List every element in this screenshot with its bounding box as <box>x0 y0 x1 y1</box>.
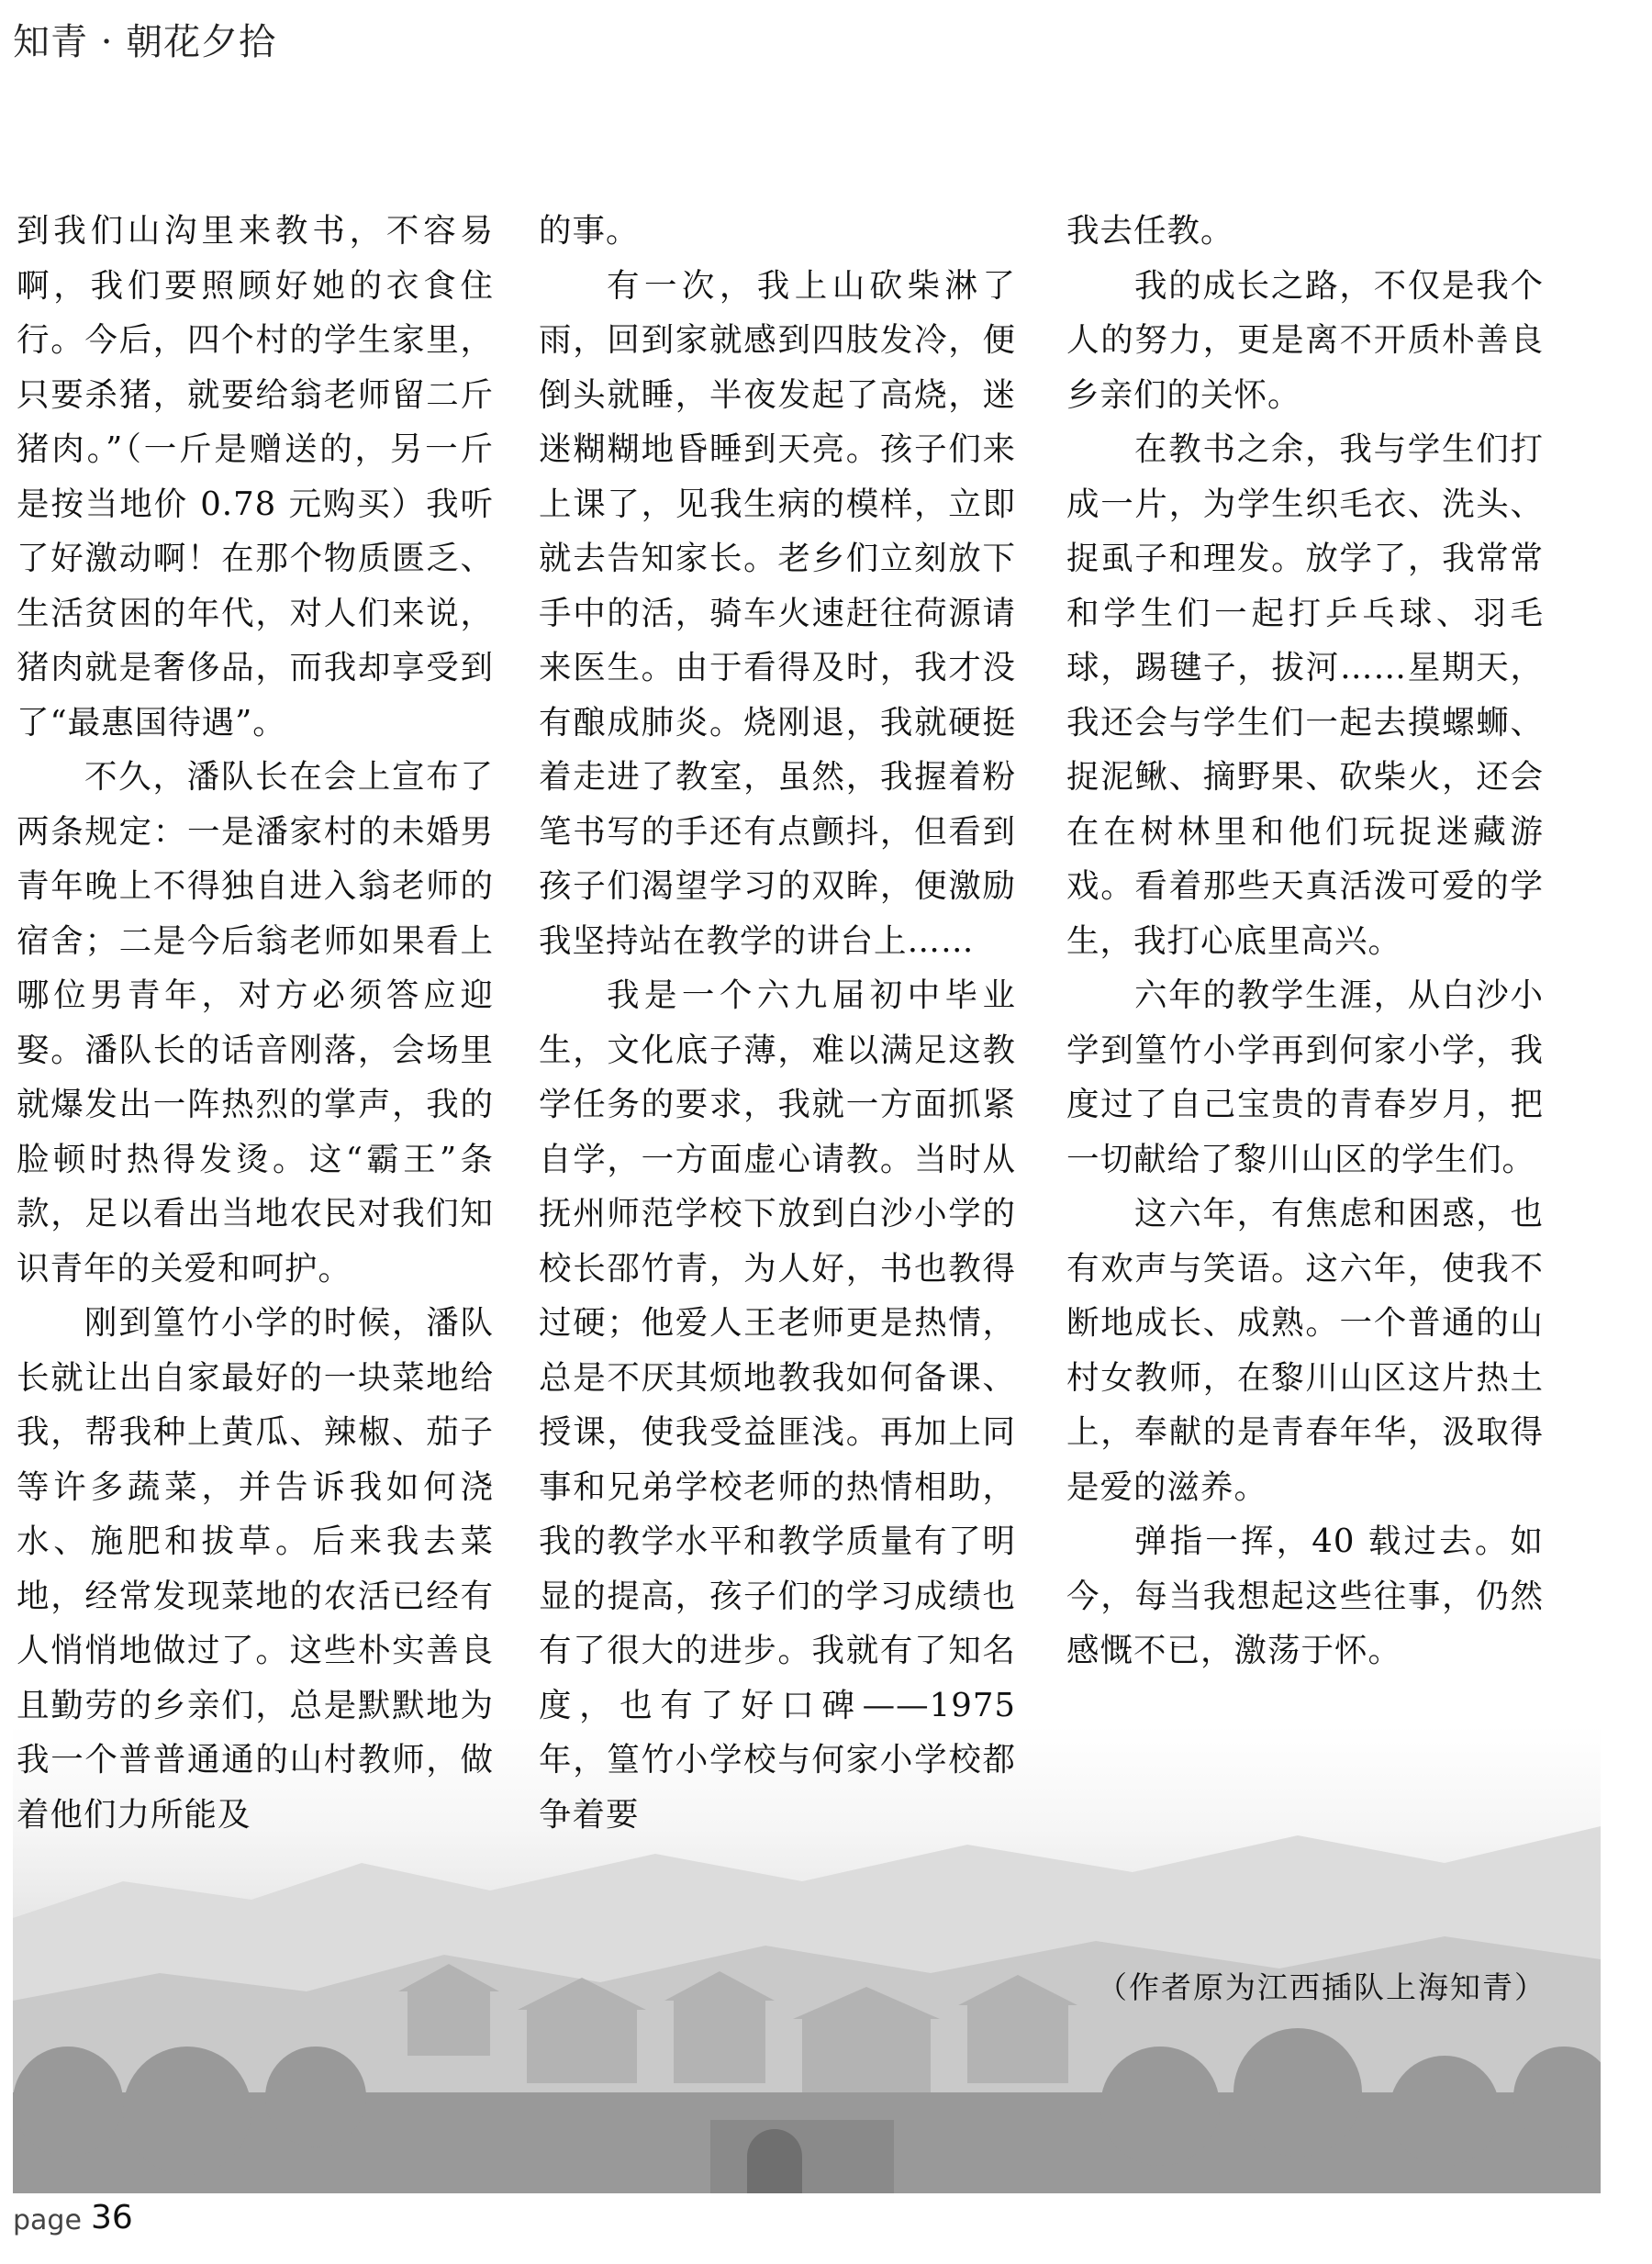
paragraph: 我是一个六九届初中毕业生，文化底子薄，难以满足这教学任务的要求，我就一方面抓紧自学，一方面虚心请教。当时从抚州师范学校下放到白沙小学的校长邵竹青，为人好，书也教得过硬；他爱人王老师更是热情，总是不厌其烦地教我如何备课、授课，使我受益匪浅。再加上同事和兄弟学校老师的热情相助，我的教学水平和教学质量有了明显的提高，孩子们的学习成绩也有了很大的进步。我就有了知名度，也有了好口碑——1975 年，篁竹小学校与何家小学校都争着要 <box>539 976 1016 1834</box>
paragraph: 在教书之余，我与学生们打成一片，为学生织毛衣、洗头、捉虱子和理发。放学了，我常常和学生们一起打乒乓球、羽毛球，踢毽子，拔河……星期天，我还会与学生们一起去摸螺蛳、捉泥鳅、摘野果、砍柴火，还会在在树林里和他们玩捉迷藏游戏。看着那些天真活泼可爱的学生，我打心底里高兴。 <box>1066 430 1544 960</box>
author-credit: （作者原为江西插队上海知青） <box>1097 1969 1546 2005</box>
section-title: 知青 · 朝花夕拾 <box>13 21 277 63</box>
paragraph: 我的成长之路，不仅是我个人的努力，更是离不开质朴善良乡亲们的关怀。 <box>1066 266 1544 414</box>
paragraph: 我去任教。 <box>1066 212 1234 250</box>
text-column-2 <box>539 204 1016 1865</box>
paragraph: 这六年，有焦虑和困惑，也有欢声与笑语。这六年，使我不断地成长、成熟。一个普通的山村女教师，在黎川山区这片热土上，奉献的是青春年华，汲取得是爱的滋养。 <box>1066 1195 1544 1506</box>
paragraph: 六年的教学生涯，从白沙小学到篁竹小学再到何家小学，我度过了自己宝贵的青春岁月，把一切献给了黎川山区的学生们。 <box>1066 976 1544 1178</box>
page-number: 36 <box>91 2199 133 2236</box>
page-label: page <box>13 2204 82 2236</box>
paragraph: 刚到篁竹小学的时候，潘队长就让出自家最好的一块菜地给我，帮我种上黄瓜、辣椒、茄子等许多蔬菜，并告诉我如何浇水、施肥和拔草。后来我去菜地，经常发现菜地的农活已经有人悄悄地做过了。这些朴实善良且勤劳的乡亲们，总是默默地为我一个普普通通的山村教师，做着他们力所能及 <box>17 1304 494 1834</box>
paragraph: 的事。 <box>539 212 640 250</box>
paragraph: 不久，潘队长在会上宣布了两条规定：一是潘家村的未婚男青年晚上不得独自进入翁老师的宿舍；二是今后翁老师如果看上哪位男青年，对方必须答应迎娶。潘队长的话音刚落，会场里就爆发出一阵热烈的掌声，我的脸顿时热得发烫。这“霸王”条款，足以看出当地农民对我们知识青年的关爱和呵护。 <box>17 758 494 1288</box>
text-column-1 <box>17 204 494 1865</box>
paragraph: 到我们山沟里来教书，不容易啊，我们要照顾好她的衣食住行。今后，四个村的学生家里，只要杀猪，就要给翁老师留二斤猪肉。”（一斤是赠送的，另一斤是按当地价 0.78 元购买）我听了好激动啊！在那个物质匮乏、生活贫困的年代，对人们来说，猪肉就是奢侈品，而我却享受到了“最惠国待遇”。 <box>17 212 494 742</box>
paragraph: 弹指一挥，40 载过去。如今，每当我想起这些往事，仍然感慨不已，激荡于怀。 <box>1066 1522 1544 1669</box>
text-column-3 <box>1066 204 1544 1865</box>
paragraph: 有一次，我上山砍柴淋了雨，回到家就感到四肢发冷，便倒头就睡，半夜发起了高烧，迷迷糊糊地昏睡到天亮。孩子们来上课了，见我生病的模样，立即就去告知家长。老乡们立刻放下手中的活，骑车火速赶往荷源请来医生。由于看得及时，我才没有酿成肺炎。烧刚退，我就硬挺着走进了教室，虽然，我握着粉笔书写的手还有点颤抖，但看到孩子们渴望学习的双眸，便激励我坚持站在教学的讲台上…… <box>539 266 1016 960</box>
